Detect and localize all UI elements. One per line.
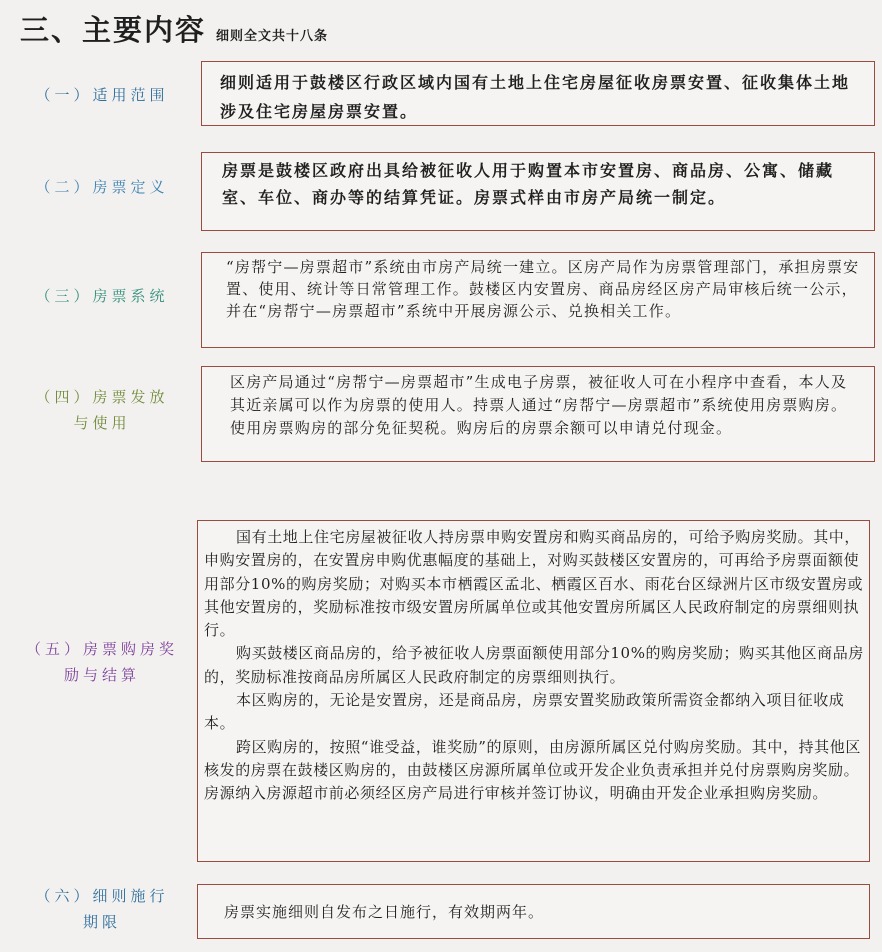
page-subtitle: 细则全文共十八条 <box>216 29 329 44</box>
section-label-line: （三）房票系统 <box>35 287 169 305</box>
section-label-line: 期限 <box>82 913 121 931</box>
section-paragraph: 购买鼓楼区商品房的，给予被征收人房票面额使用部分10%的购房奖励；购买其他区商品房的，奖励标准按商品房所属区人民政府制定的房票细则执行。 <box>204 644 864 686</box>
section-box-5 <box>197 520 870 862</box>
section-box-6 <box>197 884 870 939</box>
section-label-6 <box>22 883 182 935</box>
section-box-1 <box>201 61 875 126</box>
section-paragraph: 本区购房的，无论是安置房，还是商品房，房票安置奖励政策所需资金都纳入项目征收成本。 <box>204 691 845 733</box>
section-label-1 <box>22 82 182 108</box>
section-paragraph: “房帮宁—房票超市”系统由市房产局统一建立。区房产局作为房票管理部门，承担房票安置、使用、统计等日常管理工作。鼓楼区内安置房、商品房经区房产局审核后统一公示，并在“房帮宁—房票超市”系统中开展房源公示、兑换相关工作。 <box>226 258 860 320</box>
section-label-line: 与使用 <box>73 414 131 432</box>
page-title: 三、主要内容 <box>20 13 207 47</box>
section-paragraph: 细则适用于鼓楼区行政区域内国有土地上住宅房屋征收房票安置、征收集体土地涉及住宅房屋房票安置。 <box>220 73 851 121</box>
section-paragraph: 房票是鼓楼区政府出具给被征收人用于购置本市安置房、商品房、公寓、储藏室、车位、商办等的结算凭证。房票式样由市房产局统一制定。 <box>222 161 835 207</box>
section-label-line: （五）房票购房奖 <box>25 640 178 658</box>
section-label-line: （四）房票发放 <box>35 388 169 406</box>
section-paragraph: 国有土地上住宅房屋被征收人持房票申购安置房和购买商品房的，可给予购房奖励。其中，申购安置房的，在安置房申购优惠幅度的基础上，对购买鼓楼区安置房的，可再给予房票面额使用部分10%的购房奖励；对购买本市栖霞区孟北、栖霞区百水、雨花台区绿洲片区市级安置房或其他安置房的，奖励标准按市级安置房所属单位或其他安置房所属区人民政府制定的房票细则执行。 <box>204 528 864 640</box>
section-label-5 <box>14 636 190 688</box>
section-paragraph: 跨区购房的，按照“谁受益，谁奖励”的原则，由房源所属区兑付购房奖励。其中，持其他区核发的房票在鼓楼区购房的，由鼓楼区房源所属单位或开发企业负责承担并兑付房票购房奖励。房源纳入房源超市前必须经区房产局进行审核并签订协议，明确由开发企业承担购房奖励。 <box>204 737 861 803</box>
section-box-2 <box>201 152 875 231</box>
section-box-3 <box>201 252 875 348</box>
section-box-4 <box>201 366 875 462</box>
section-label-line: （一）适用范围 <box>35 86 169 104</box>
section-label-4 <box>22 384 182 436</box>
section-paragraph: 房票实施细则自发布之日施行，有效期两年。 <box>224 903 545 921</box>
page-title-area <box>20 8 328 49</box>
section-paragraph: 区房产局通过“房帮宁—房票超市”生成电子房票，被征收人可在小程序中查看，本人及其近亲属可以作为房票的使用人。持票人通过“房帮宁—房票超市”系统使用房票购房。使用房票购房的部分免征契税。购房后的房票余额可以申请兑付现金。 <box>230 373 848 437</box>
section-label-line: （六）细则施行 <box>35 887 169 905</box>
section-label-line: 励与结算 <box>63 666 140 684</box>
section-label-3 <box>22 283 182 309</box>
section-label-line: （二）房票定义 <box>35 178 169 196</box>
section-label-2 <box>22 174 182 200</box>
